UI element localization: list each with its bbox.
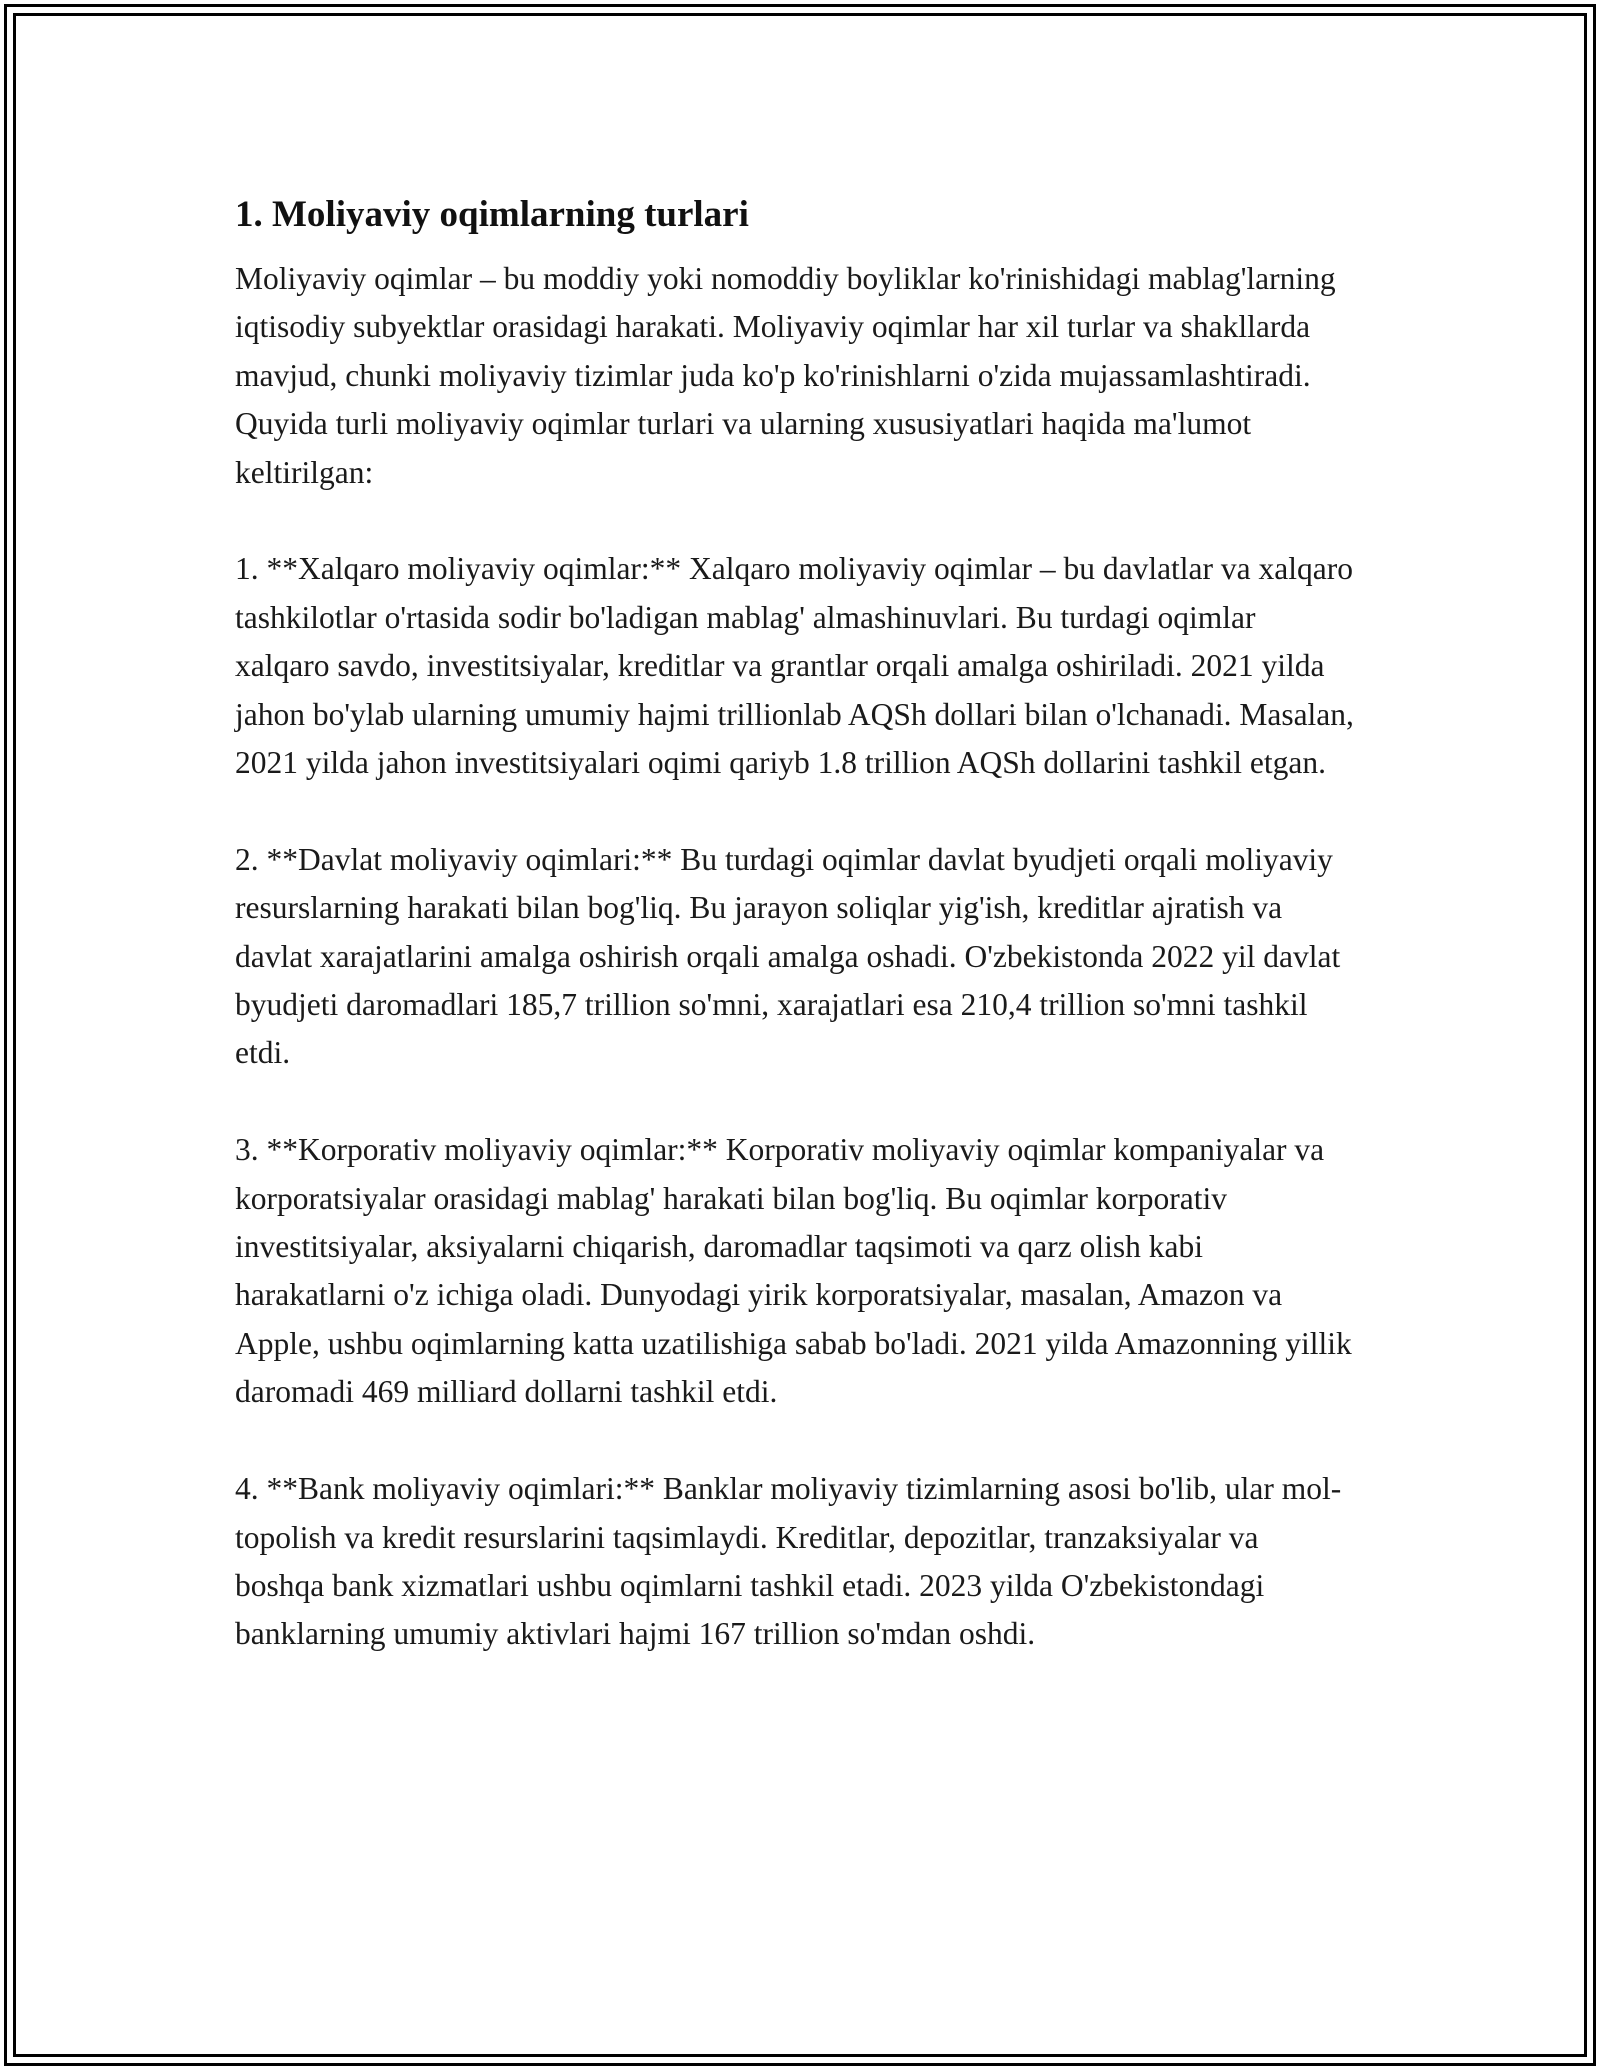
paragraph-bank-flows: 4. **Bank moliyaviy oqimlari:** Banklar moliyaviy tizimlarning asosi bo'lib, ular mol-topolish va kredit resurslarini taqsimlaydi. Kreditlar, depozitlar, tranzaksiyalar va boshqa bank xizmatlari ushbu oqimlarni tashkil etadi. 2023 yilda O'zbekistondagi banklarning umumiy aktivlari hajmi 167 trillion so'mdan oshdi. <box>235 1471 1342 1652</box>
document-body <box>235 187 1355 1707</box>
paragraph-intro: Moliyaviy oqimlar – bu moddiy yoki nomoddiy boyliklar ko'rinishidagi mablag'larning iqtisodiy subyektlar orasidagi harakati. Moliyaviy oqimlar har xil turlar va shakllarda mavjud, chunki moliyaviy tizimlar juda ko'p ko'rinishlarni o'zida mujassamlashtiradi. Quyida turli moliyaviy oqimlar turlari va ularning xususiyatlari haqida ma'lumot keltirilgan: <box>235 261 1336 490</box>
paragraph-state-flows: 2. **Davlat moliyaviy oqimlari:** Bu turdagi oqimlar davlat byudjeti orqali moliyaviy resurslarning harakati bilan bog'liq. Bu jarayon soliqlar yig'ish, kreditlar ajratish va davlat xarajatlarini amalga oshirish orqali amalga oshadi. O'zbekistonda 2022 yil davlat byudjeti daromadlari 185,7 trillion so'mni, xarajatlari esa 210,4 trillion so'mni tashkil etdi. <box>235 841 1341 1071</box>
paragraph-corporate-flows: 3. **Korporativ moliyaviy oqimlar:** Korporativ moliyaviy oqimlar kompaniyalar va korporatsiyalar orasidagi mablag' harakati bilan bog'liq. Bu oqimlar korporativ investitsiyalar, aksiyalarni chiqarish, daromadlar taqsimoti va qarz olish kabi harakatlarni o'z ichiga oladi. Dunyodagi yirik korporatsiyalar, masalan, Amazon va Apple, ushbu oqimlarning katta uzatilishiga sabab bo'ladi. 2021 yilda Amazonning yillik daromadi 469 milliard dollarni tashkil etdi. <box>235 1132 1352 1410</box>
section-heading: 1. Moliyaviy oqimlarning turlari <box>235 194 749 235</box>
paragraph-international-flows: 1. **Xalqaro moliyaviy oqimlar:** Xalqaro moliyaviy oqimlar – bu davlatlar va xalqaro tashkilotlar o'rtasida sodir bo'ladigan mablag' almashinuvlari. Bu turdagi oqimlar xalqaro savdo, investitsiyalar, kreditlar va grantlar orqali amalga oshiriladi. 2021 yilda jahon bo'ylab ularning umumiy hajmi trillionlab AQSh dollari bilan o'lchanadi. Masalan, 2021 yilda jahon investitsiyalari oqimi qariyb 1.8 trillion AQSh dollarini tashkil etgan. <box>235 551 1354 781</box>
